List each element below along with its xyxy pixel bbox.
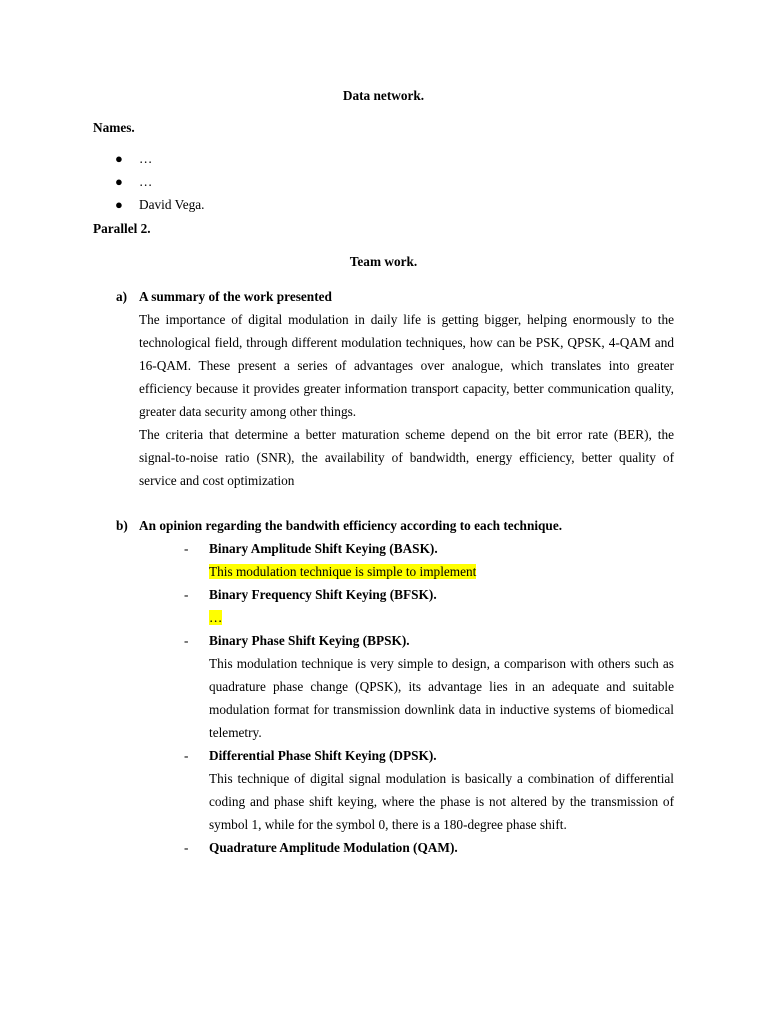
section-b: [93, 514, 674, 537]
list-item: [93, 193, 674, 216]
dash-marker: -: [184, 541, 189, 556]
parallel-label: Parallel 2.: [93, 221, 151, 236]
document-title: Data network.: [342, 88, 425, 103]
dash-marker: -: [184, 587, 189, 602]
technique-body-highlighted: This modulation technique is simple to implement: [209, 564, 477, 579]
bullet-icon: ●: [115, 151, 123, 166]
technique-item-dpsk: [93, 744, 674, 836]
section-b-heading: An opinion regarding the bandwith efficiency according to each technique.: [139, 518, 563, 533]
names-list: [93, 147, 674, 216]
name-entry: David Vega.: [139, 197, 205, 212]
section-a-paragraph-1: The importance of digital modulation in daily life is getting bigger, helping enormously to the technological field, through different modulation techniques, how can be PSK, QPSK, 4-QAM and 16-QAM. These present a series of advantages over analogue, which translates into greater efficiency because it provides greater information transport capacity, better communication quality, greater data security among other things.: [139, 312, 674, 419]
technique-list: [93, 537, 674, 859]
section-a-heading: A summary of the work presented: [139, 289, 332, 304]
dash-marker: -: [184, 840, 189, 855]
document-page: [93, 86, 674, 859]
technique-body: This modulation technique is very simple to design, a comparison with others such as quadrature phase change (QPSK), its advantage lies in an adequate and suitable modulation format for transmission downlink data in inductive systems of biomedical telemetry.: [209, 656, 674, 740]
dash-marker: -: [184, 748, 189, 763]
technique-item-bfsk: [93, 583, 674, 629]
technique-body: This technique of digital signal modulation is basically a combination of differential coding and phase shift keying, where the phase is not altered by the transmission of symbol 1, while for the symbol 0, there is a 180-degree phase shift.: [209, 771, 674, 832]
section-a-paragraph-2: The criteria that determine a better maturation scheme depend on the bit error rate (BER), the signal-to-noise ratio (SNR), the availability of bandwidth, energy efficiency, better quality of service and cost optimization: [139, 427, 674, 488]
technique-title: Binary Amplitude Shift Keying (BASK).: [209, 541, 438, 556]
bullet-icon: ●: [115, 174, 123, 189]
team-work-heading: Team work.: [349, 254, 418, 269]
section-a-marker: a): [116, 289, 128, 304]
list-item: [93, 147, 674, 170]
technique-title: Binary Frequency Shift Keying (BFSK).: [209, 587, 437, 602]
technique-item-bask: [93, 537, 674, 583]
section-a: [93, 285, 674, 492]
technique-title: Differential Phase Shift Keying (DPSK).: [209, 748, 437, 763]
name-entry: …: [139, 174, 153, 189]
bullet-icon: ●: [115, 197, 123, 212]
list-item: [93, 170, 674, 193]
name-entry: …: [139, 151, 153, 166]
section-b-marker: b): [116, 518, 128, 533]
technique-body-highlighted: …: [209, 610, 223, 625]
names-heading: Names.: [93, 120, 135, 135]
technique-item-qam: [93, 836, 674, 859]
dash-marker: -: [184, 633, 189, 648]
technique-item-bpsk: [93, 629, 674, 744]
technique-title: Binary Phase Shift Keying (BPSK).: [209, 633, 410, 648]
technique-title: Quadrature Amplitude Modulation (QAM).: [209, 840, 458, 855]
